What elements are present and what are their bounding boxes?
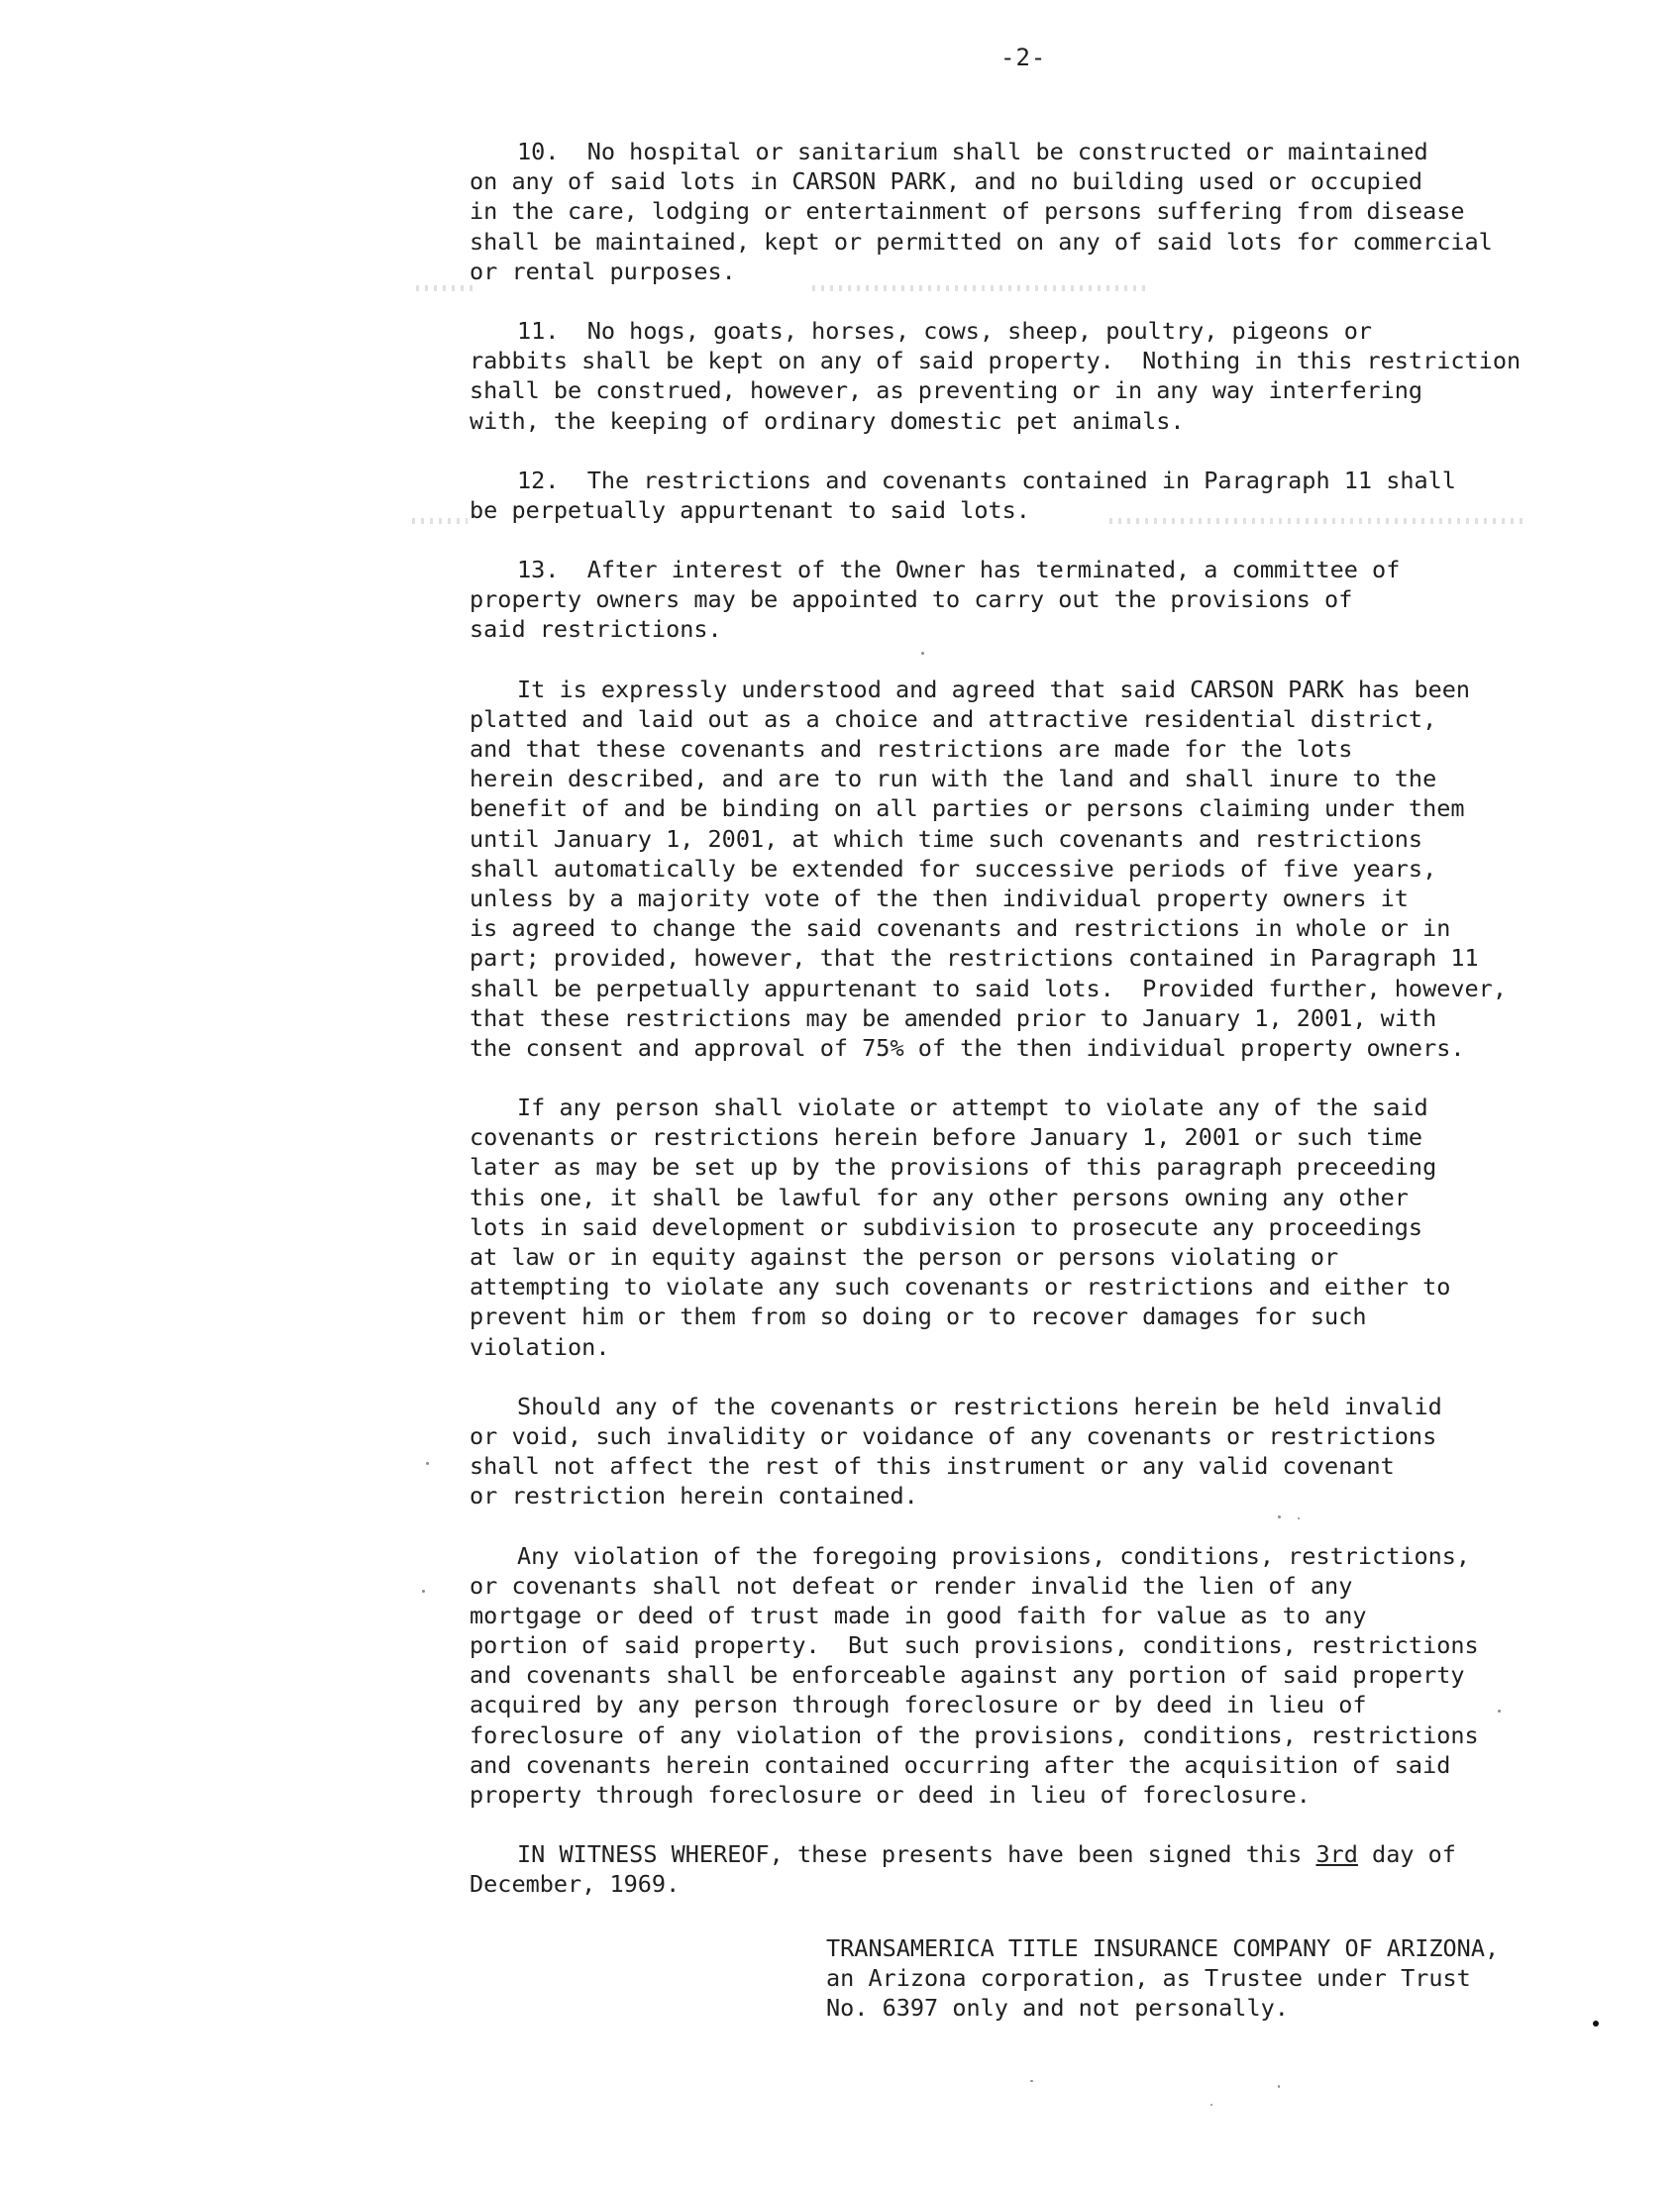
witness-suffix: day of [1357,1840,1456,1869]
text-line: acquired by any person through foreclosure or by deed in lieu of [470,1691,1367,1719]
text-line: shall be maintained, kept or permitted on any of said lots for commercial [470,227,1493,256]
text-line: at law or in equity against the person or persons violating or [470,1243,1339,1271]
text-line: covenants or restrictions herein before January 1, 2001 or such time [470,1123,1423,1152]
text-line: or void, such invalidity or voidance of any covenants or restrictions [470,1421,1437,1450]
witness-prefix: IN WITNESS WHEREOF, these presents have been signed this [517,1840,1316,1869]
text-line: is agreed to change the said covenants and restrictions in whole or in [470,914,1451,943]
document-body [470,137,1648,1929]
text-line: Any violation of the foregoing provisions, conditions, restrictions, [517,1541,1471,1570]
text-line: and covenants shall be enforceable against any portion of said property [470,1661,1465,1690]
signature-line: TRANSAMERICA TITLE INSURANCE COMPANY OF ARIZONA, [826,1934,1500,1962]
text-line: Should any of the covenants or restrictions herein be held invalid [517,1392,1442,1420]
scan-speck [1278,2085,1280,2088]
scan-smudge [416,285,475,291]
witness-clause [470,1839,1648,1899]
scan-smudge [412,518,468,524]
text-line: with, the keeping of ordinary domestic pet animals. [470,406,1185,435]
paragraph-violation [470,1093,1648,1362]
scan-speck [1210,2104,1212,2106]
signature-block [826,1933,1499,2024]
text-line: rabbits shall be kept on any of said property. Nothing in this restriction [470,347,1522,375]
paragraph-mortgage [470,1541,1648,1811]
paragraph-duration [470,675,1648,1063]
text-line: shall not affect the rest of this instrument or any valid covenant [470,1452,1395,1481]
text-line: and that these covenants and restrictions are made for the lots [470,735,1353,763]
text-line: If any person shall violate or attempt to violate any of the said [517,1094,1428,1122]
scan-smudge [812,285,1149,291]
text-line: and covenants herein contained occurring after the acquisition of said [470,1750,1451,1779]
text-line: or restriction herein contained. [470,1482,918,1510]
paragraph-10 [470,137,1648,286]
scan-speck [422,1590,425,1593]
witness-line [470,1839,1648,1869]
text-line: portion of said property. But such provisions, conditions, restrictions [470,1631,1479,1660]
text-line: foreclosure of any violation of the provisions, conditions, restrictions [470,1720,1479,1749]
text-line: prevent him or them from so doing or to recover damages for such [470,1302,1367,1331]
scan-speck [426,1462,429,1465]
paragraph-12 [470,466,1648,525]
text-line: shall be perpetually appurtenant to said lots. Provided further, however, [470,974,1507,1002]
paragraph-13 [470,555,1648,645]
text-line: said restrictions. [470,615,722,644]
text-line: this one, it shall be lawful for any other persons owning any other [470,1183,1409,1211]
text-line: property owners may be appointed to carry out the provisions of [470,585,1353,614]
text-line: herein described, and are to run with the land and shall inure to the [470,765,1437,793]
text-line: 13. After interest of the Owner has terminated, a committee of [517,556,1401,584]
text-line: the consent and approval of 75% of the then individual property owners. [470,1033,1465,1062]
witness-day: 3rd [1315,1840,1358,1869]
text-line: that these restrictions may be amended prior to January 1, 2001, with [470,1003,1437,1032]
text-line: 10. No hospital or sanitarium shall be constructed or maintained [517,138,1428,165]
text-line: in the care, lodging or entertainment of persons suffering from disease [470,197,1465,226]
text-line: platted and laid out as a choice and attractive residential district, [470,704,1437,733]
text-line: part; provided, however, that the restrictions contained in Paragraph 11 [470,944,1479,973]
witness-date: December, 1969. [470,1870,681,1899]
text-line: or covenants shall not defeat or render invalid the lien of any [470,1571,1353,1600]
text-line: on any of said lots in CARSON PARK, and no building used or occupied [470,167,1423,196]
text-line: attempting to violate any such covenants or restrictions and either to [470,1273,1451,1302]
text-line: unless by a majority vote of the then individual property owners it [470,884,1409,912]
text-line: or rental purposes. [470,257,736,285]
text-line: It is expressly understood and agreed that said CARSON PARK has been [517,675,1471,703]
signature-line: No. 6397 only and not personally. [826,1994,1289,2023]
text-line: later as may be set up by the provisions of this paragraph preceeding [470,1153,1437,1182]
text-line: until January 1, 2001, at which time such covenants and restrictions [470,824,1423,853]
scan-dot [1593,2021,1599,2027]
text-line: property through foreclosure or deed in lieu of foreclosure. [470,1781,1311,1809]
scan-smudge [1109,518,1525,524]
text-line: mortgage or deed of trust made in good faith for value as to any [470,1601,1367,1629]
scan-speck [1030,2080,1033,2082]
text-line: 11. No hogs, goats, horses, cows, sheep, poultry, pigeons or [517,316,1373,345]
text-line: lots in said development or subdivision to prosecute any proceedings [470,1212,1423,1241]
scan-speck [921,652,924,655]
paragraph-11 [470,316,1648,436]
text-line: shall be construed, however, as preventing or in any way interfering [470,376,1423,405]
signature-line: an Arizona corporation, as Trustee under Trust [826,1964,1471,1993]
scan-speck [1498,1710,1501,1713]
text-line: shall automatically be extended for successive periods of five years, [470,854,1437,883]
text-line: 12. The restrictions and covenants contained in Paragraph 11 shall [517,466,1456,494]
scan-speck [1278,1515,1281,1518]
paragraph-severability [470,1392,1648,1511]
text-line: benefit of and be binding on all parties or persons claiming under them [470,794,1465,823]
page-number: -2- [1000,44,1047,71]
text-line: be perpetually appurtenant to said lots. [470,495,1030,524]
scan-speck [1298,1517,1300,1519]
text-line: violation. [470,1332,610,1361]
